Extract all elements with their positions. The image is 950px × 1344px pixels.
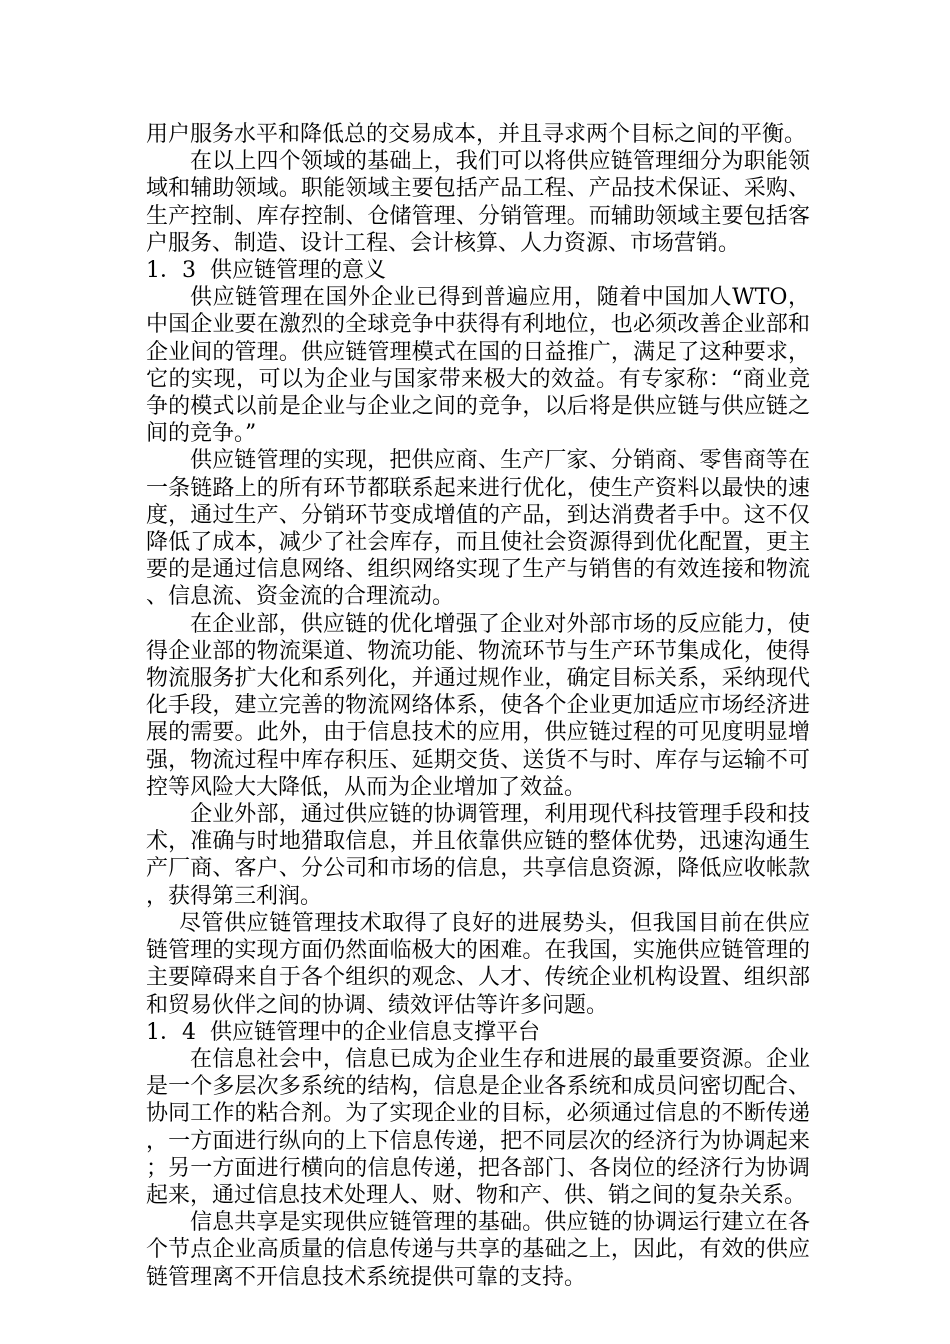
paragraph-intro-continuation: 用户服务水平和降低总的交易成本，并且寻求两个目标之间的平衡。 (146, 122, 807, 147)
paragraph-significance: 供应链管理在国外企业已得到普遍应用，随着中国加人WTO，中国企业要在激烈的全球竞争中获得有利地位，也必须改善企业部和企业间的管理。供应链管理模式在国的日益推广，满足了这种要求，它的实现，可以为企业与国家带来极大的效益。有专家称：“商业竞争的模式以前是企业与企业之间的竞争，以后将是供应链与供应链之间的竞争。” (146, 285, 810, 447)
section-heading-1-4: 1．4 供应链管理中的企业信息支撑平台 (146, 1019, 540, 1045)
document-page (146, 121, 810, 1291)
paragraph-difficulties: 尽管供应链管理技术取得了良好的进展势头，但我国目前在供应链管理的实现方面仍然面临极大的困难。在我国，实施供应链管理的主要障碍来自于各个组织的观念、人才、传统企业机构设置、组织部和贸易伙伴之间的协调、绩效评估等许多问题。 (146, 910, 810, 1018)
paragraph-internal-optimization: 在企业部，供应链的优化增强了企业对外部市场的反应能力，使得企业部的物流渠道、物流功能、物流环节与生产环节集成化，使得物流服务扩大化和系列化，并通过规作业，确定目标关系，采纳现代化手段，建立完善的物流网络体系，使各个企业更加适应市场经济进展的需要。此外，由于信息技术的应用，供应链过程的可见度明显增强，物流过程中库存积压、延期交货、送货不与时、库存与运输不可控等风险大大降低，从而为企业增加了效益。 (146, 611, 810, 800)
paragraph-functional-domains: 在以上四个领域的基础上，我们可以将供应链管理细分为职能领域和辅助领域。职能领域主要包括产品工程、产品技术保证、采购、生产控制、库存控制、仓储管理、分销管理。而辅助领域主要包括客户服务、制造、设计工程、会计核算、人力资源、市场营销。 (146, 149, 810, 256)
paragraph-information-sharing: 信息共享是实现供应链管理的基础。供应链的协调运行建立在各个节点企业高质量的信息传递与共享的基础之上，因此，有效的供应链管理离不开信息技术系统提供可靠的支持。 (146, 1210, 810, 1290)
paragraph-external-coordination: 企业外部，通过供应链的协调管理，利用现代科技管理手段和技术，准确与时地猎取信息，并且依靠供应链的整体优势，迅速沟通生产厂商、客户、分公司和市场的信息，共享信息资源，降低应收帐款，获得第三利润。 (146, 802, 810, 909)
section-heading-1-3: 1．3 供应链管理的意义 (146, 258, 386, 284)
paragraph-information-resource: 在信息社会中，信息已成为企业生存和进展的最重要资源。企业是一个多层次多系统的结构，信息是企业各系统和成员问密切配合、协同工作的粘合剂。为了实现企业的目标，必须通过信息的不断传递，一方面进行纵向的上下信息传递，把不同层次的经济行为协调起来；另一方面进行横向的信息传递，把各部门、各岗位的经济行为协调起来，通过信息技术处理人、财、物和产、供、销之间的复杂关系。 (146, 1046, 810, 1208)
paragraph-realization: 供应链管理的实现，把供应商、生产厂家、分销商、零售商等在一条链路上的所有环节都联系起来进行优化，使生产资料以最快的速度，通过生产、分销环节变成增值的产品，到达消费者手中。这不仅降低了成本，减少了社会库存，而且使社会资源得到优化配置，更主要的是通过信息网络、组织网络实现了生产与销售的有效连接和物流、信息流、资金流的合理流动。 (146, 448, 810, 610)
